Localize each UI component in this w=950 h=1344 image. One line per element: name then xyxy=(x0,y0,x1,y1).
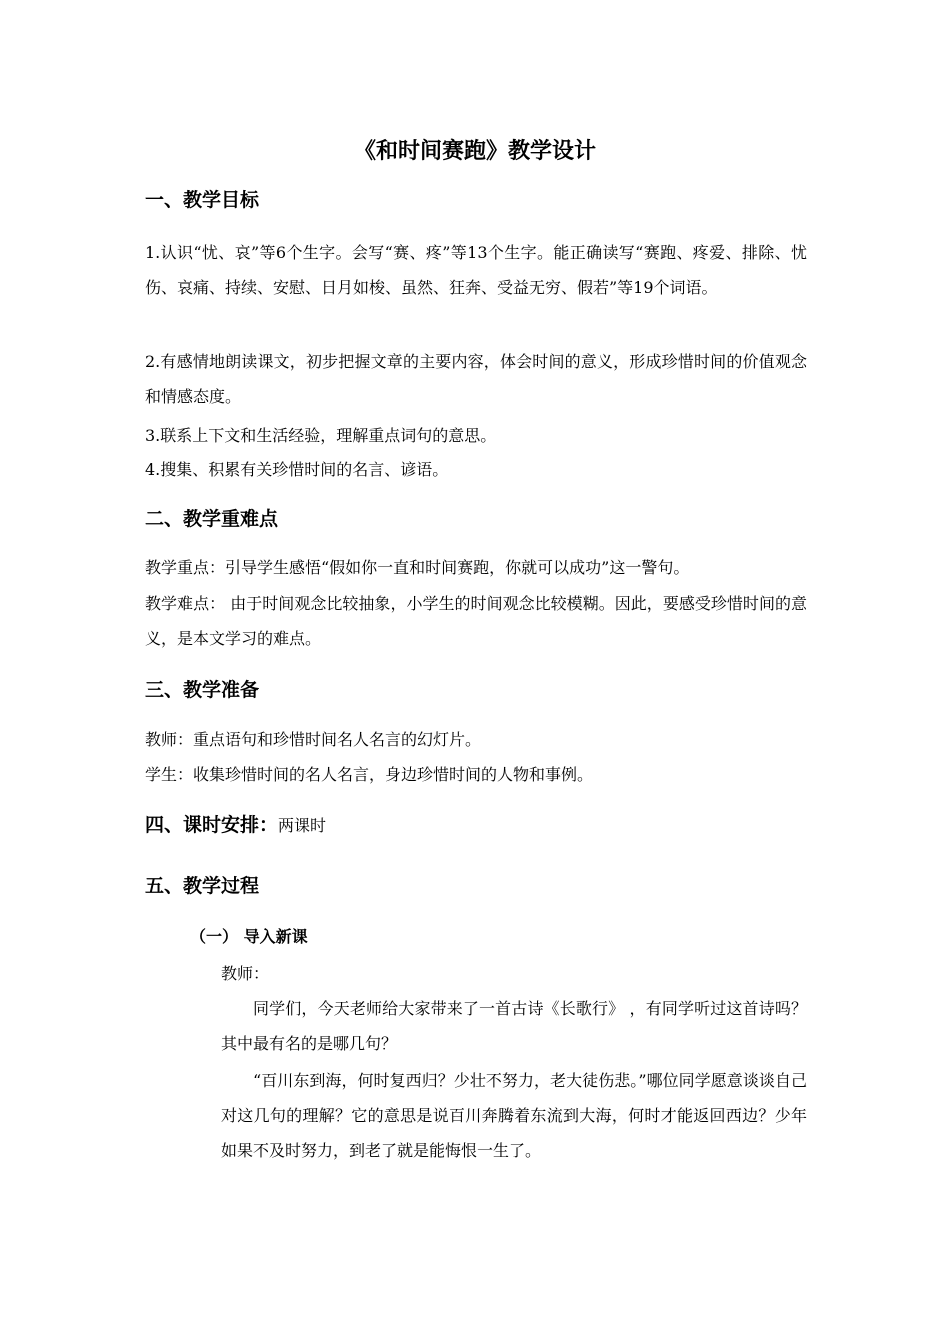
section-heading-key-points: 二、教学重难点 xyxy=(145,508,279,530)
intro-paragraph-1: 同学们，今天老师给大家带来了一首古诗《长歌行》 ，有同学听过这首诗吗？其中最有名的是哪几句？ xyxy=(221,999,807,1053)
key-point-text: 教学重点：引导学生感悟“假如你一直和时间赛跑，你就可以成功”这一警句。 xyxy=(145,558,690,577)
section-heading-schedule xyxy=(145,811,326,840)
objective-item-3: 3.联系上下文和生活经验，理解重点词句的意思。 xyxy=(145,426,497,445)
objective-item-2: 2.有感情地朗读课文，初步把握文章的主要内容，体会时间的意义，形成珍惜时间的价值观念和情感态度。 xyxy=(145,352,807,406)
preparation-student: 学生：收集珍惜时间的名人名言，身边珍惜时间的人物和事例。 xyxy=(145,765,594,784)
section-heading-preparation: 三、教学准备 xyxy=(145,679,260,701)
subsection-heading-intro: （一） 导入新课 xyxy=(190,927,308,946)
difficulty-text: 教学难点： 由于时间观念比较抽象，小学生的时间观念比较模糊。因此，要感受珍惜时间的意义，是本文学习的难点。 xyxy=(145,594,807,648)
schedule-label: 四、课时安排： xyxy=(145,814,279,836)
section-heading-process: 五、教学过程 xyxy=(145,875,260,897)
intro-paragraph-2: “百川东到海，何时复西归？少壮不努力，老大徒伤悲。”哪位同学愿意谈谈自己对这几句的理解？它的意思是说百川奔腾着东流到大海，何时才能返回西边？少年如果不及时努力，到老了就是能悔恨一生了。 xyxy=(221,1071,807,1160)
preparation-teacher: 教师：重点语句和珍惜时间名人名言的幻灯片。 xyxy=(145,730,482,749)
schedule-value: 两课时 xyxy=(278,816,327,835)
section-heading-objectives: 一、教学目标 xyxy=(145,189,260,211)
objective-item-4: 4.搜集、积累有关珍惜时间的名言、谚语。 xyxy=(145,460,449,479)
document-title: 《和时间赛跑》教学设计 xyxy=(353,139,596,164)
objective-item-1: 1.认识“忧、哀”等6个生字。会写“赛、疼”等13个生字。能正确读写“赛跑、疼爱、排除、忧伤、哀痛、持续、安慰、日月如梭、虽然、狂奔、受益无穷、假若”等19个词语。 xyxy=(145,243,807,297)
speaker-label: 教师： xyxy=(221,964,270,983)
